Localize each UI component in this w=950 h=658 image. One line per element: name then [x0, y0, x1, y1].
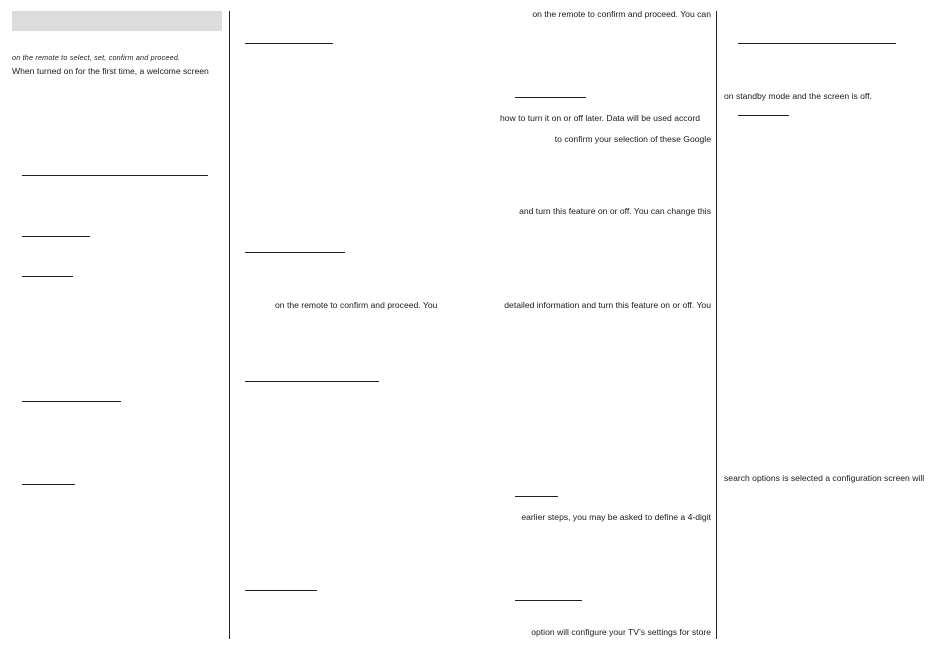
heading-underline	[22, 236, 90, 237]
turn-on-off-text: how to turn it on or off later. Data will be used accord	[500, 113, 700, 123]
heading-underline	[515, 600, 582, 601]
column-divider	[229, 11, 230, 639]
standby-text: on standby mode and the screen is off.	[724, 91, 872, 101]
detailed-info-text: detailed information and turn this feature on or off. You	[504, 300, 711, 310]
search-options-text: search options is selected a configuration screen will	[724, 473, 925, 483]
store-mode-text: option will configure your TV’s settings for store	[531, 627, 711, 637]
italic-note: on the remote to select, set, confirm and proceed.	[12, 53, 181, 62]
heading-underline	[245, 590, 317, 591]
heading-underline	[22, 276, 73, 277]
heading-underline	[22, 401, 121, 402]
heading-underline	[515, 496, 558, 497]
pin-text: earlier steps, you may be asked to define a 4-digit	[521, 512, 711, 522]
heading-underline	[245, 381, 379, 382]
confirm-proceed-text: on the remote to confirm and proceed. You can	[532, 9, 711, 19]
google-confirm-text: to confirm your selection of these Google	[554, 134, 711, 144]
column-divider	[716, 11, 717, 639]
heading-underline	[22, 484, 75, 485]
feature-text: and turn this feature on or off. You can change this	[519, 206, 711, 216]
heading-underline	[22, 175, 208, 176]
welcome-text: When turned on for the first time, a welcome screen	[12, 66, 209, 76]
confirm-text: on the remote to confirm and proceed. You	[275, 300, 438, 310]
heading-underline	[245, 252, 345, 253]
heading-underline	[515, 97, 586, 98]
heading-underline	[245, 43, 333, 44]
header-bar	[12, 11, 222, 31]
heading-underline	[738, 43, 896, 44]
heading-underline	[738, 115, 789, 116]
